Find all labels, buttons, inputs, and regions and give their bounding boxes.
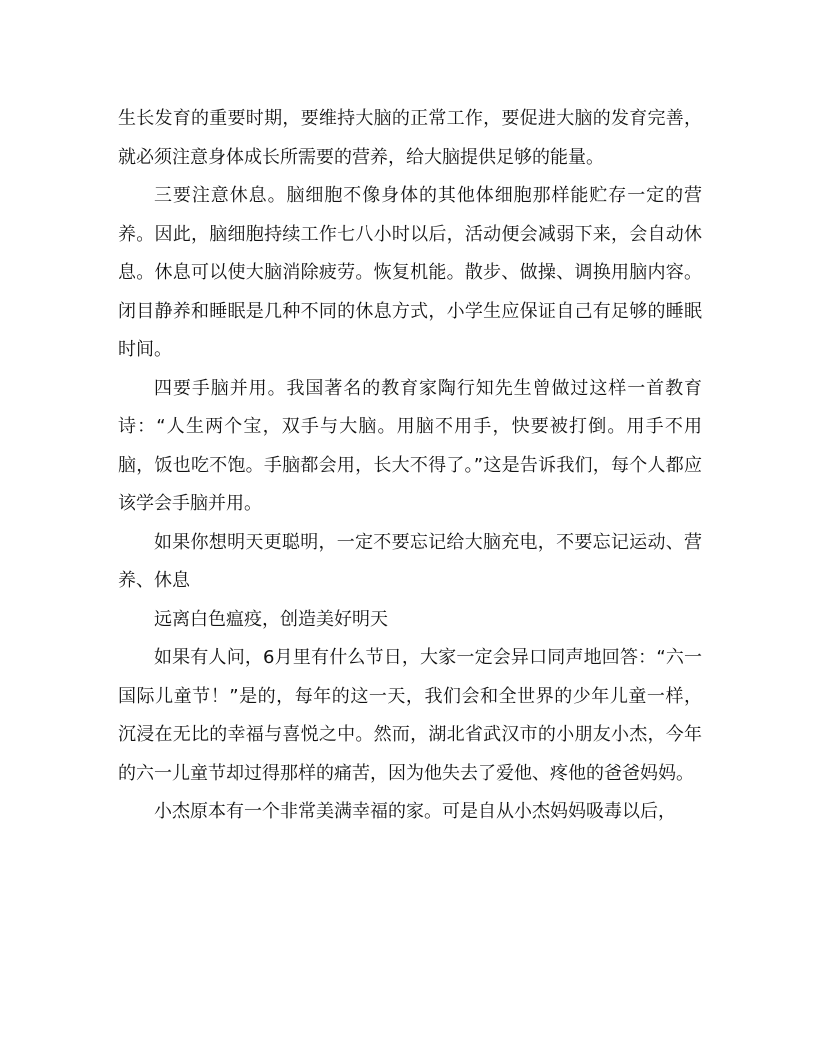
paragraph-conclusion: 如果你想明天更聪明，一定不要忘记给大脑充电，不要忘记运动、营养、休息 bbox=[118, 531, 702, 591]
paragraph-xiaojie-family: 小杰原本有一个非常美满幸福的家。可是自从小杰妈妈吸毒以后， bbox=[154, 801, 676, 822]
article-title: 远离白色瘟疫，创造美好明天 bbox=[154, 608, 388, 630]
paragraph-hand-brain: 四要手脑并用。我国著名的教育家陶行知先生曾做过这样一首教育诗：“人生两个宝，双手与大脑。用脑不用手，快要被打倒。用手不用脑，饭也吃不饱。手脑都会用，长大不得了。”这是告诉我们，每个人都应该学会手脑并用。 bbox=[118, 377, 702, 514]
paragraph-rest: 三要注意休息。脑细胞不像身体的其他体细胞那样能贮存一定的营养。因此，脑细胞持续工作七八小时以后，活动便会减弱下来，会自动休息。休息可以使大脑消除疲劳。恢复机能。散步、做操、调换用脑内容。闭目静养和睡眠是几种不同的休息方式，小学生应保证自己有足够的睡眠时间。 bbox=[118, 185, 702, 360]
document-body bbox=[118, 100, 702, 832]
paragraph-brain-nutrition-continued: 生长发育的重要时期，要维持大脑的正常工作，要促进大脑的发育完善，就必须注意身体成长所需要的营养，给大脑提供足够的能量。 bbox=[118, 108, 702, 168]
paragraph-childrens-day: 如果有人问，6月里有什么节日，大家一定会异口同声地回答：“六一国际儿童节！”是的，每年的这一天，我们会和全世界的少年儿童一样，沉浸在无比的幸福与喜悦之中。然而，湖北省武汉市的小朋友小杰，今年的六一儿童节却过得那样的痛苦，因为他失去了爱他、疼他的爸爸妈妈。 bbox=[118, 647, 702, 784]
